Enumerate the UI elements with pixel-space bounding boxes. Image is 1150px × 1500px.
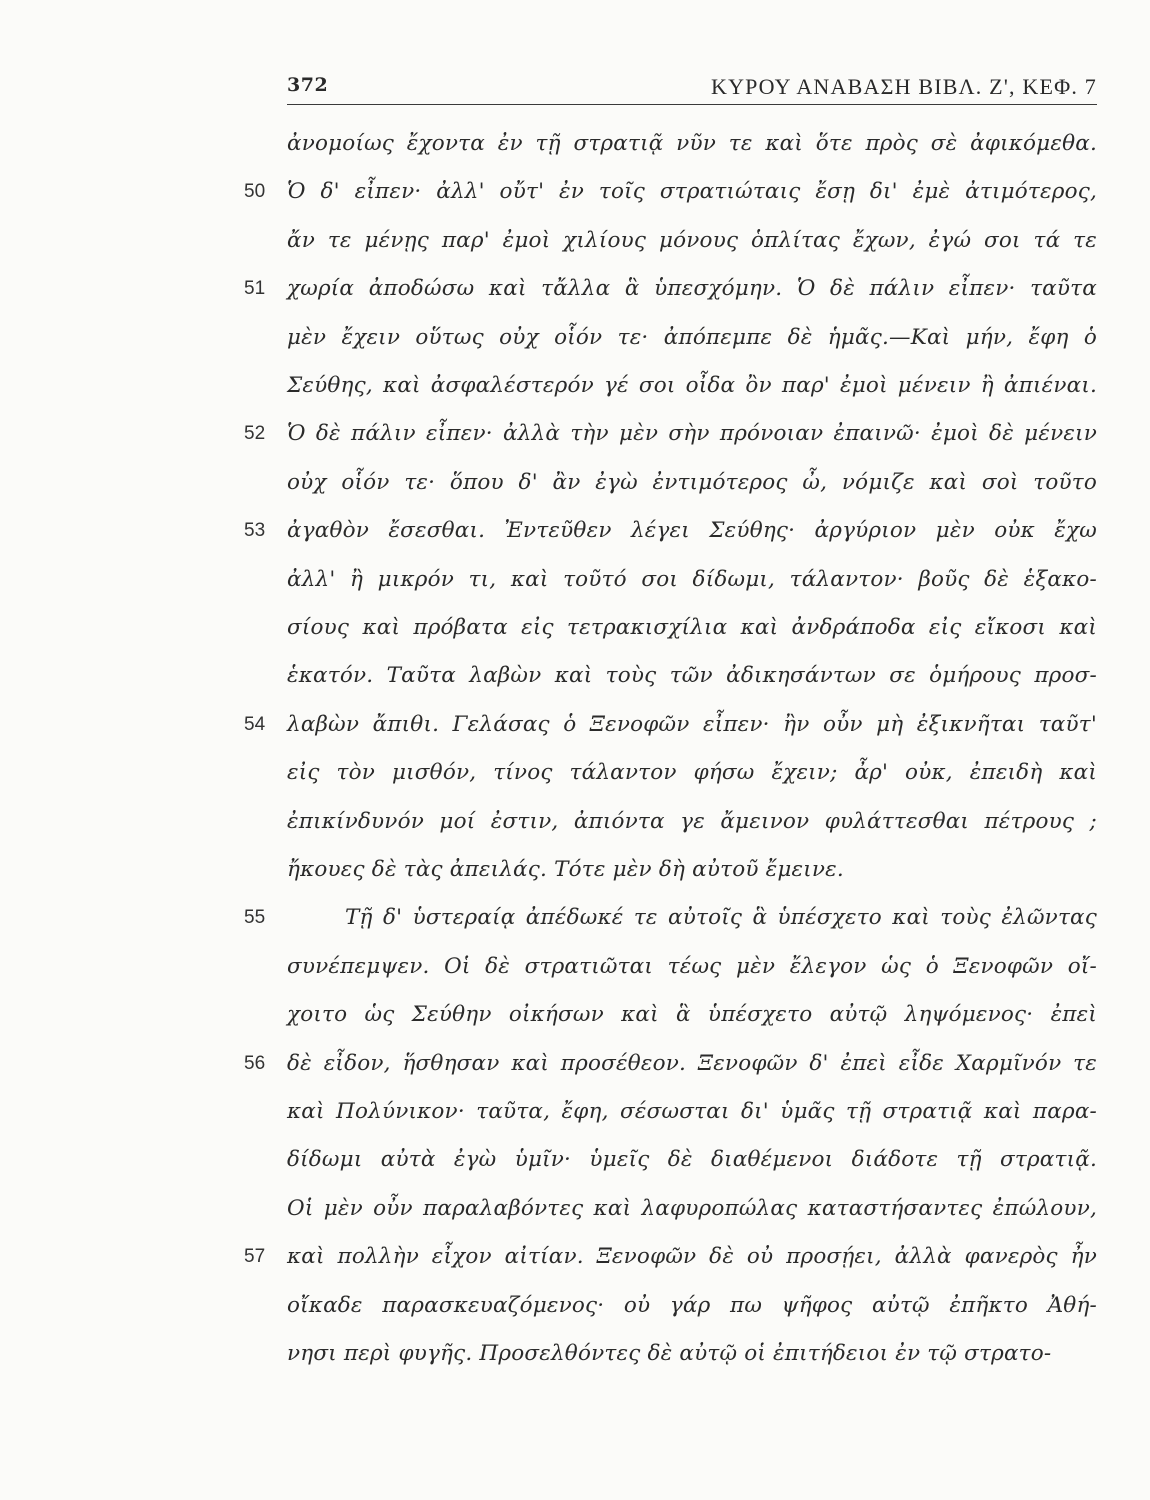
text-line: ἄν τε μένῃς παρ' ἐμοὶ χιλίους μόνους ὁπλίτας ἔχων, ἐγώ σοι τά τε bbox=[287, 227, 1097, 253]
text-line: ἤκουες δὲ τὰς ἀπειλάς. Τότε μὲν δὴ αὐτοῦ ἔμεινε. bbox=[287, 857, 844, 882]
text-line: δὲ εἶδον, ἥσθησαν καὶ προσέθεον. Ξενοφῶν δ' ἐπεὶ εἶδε Χαρμῖνόν τε bbox=[287, 1050, 1097, 1076]
text-line: Ὁ δὲ πάλιν εἶπεν· ἀλλὰ τὴν μὲν σὴν πρόνοιαν ἐπαινῶ· ἐμοὶ δὲ μένειν bbox=[287, 421, 1097, 447]
running-head bbox=[287, 66, 1097, 106]
text-line: σίους καὶ πρόβατα εἰς τετρακισχίλια καὶ ἀνδράποδα εἰς εἴκοσι καὶ bbox=[287, 615, 1097, 640]
text-line: καὶ πολλὴν εἶχον αἰτίαν. Ξενοφῶν δὲ οὐ προσῄει, ἀλλὰ φανερὸς ἦν bbox=[287, 1244, 1097, 1270]
section-number: 55 bbox=[244, 907, 266, 929]
section-number: 52 bbox=[244, 423, 266, 445]
text-line: ἐπικίνδυνόν μοί ἐστιν, ἀπιόντα γε ἄμεινον φυλάττεσθαι πέτρους ; bbox=[287, 808, 1097, 834]
text-line: Τῇ δ' ὑστεραίᾳ ἀπέδωκέ τε αὐτοῖς ἃ ὑπέσχετο καὶ τοὺς ἐλῶντας bbox=[345, 905, 1097, 931]
text-line: χοιτο ὡς Σεύθην οἰκήσων καὶ ἃ ὑπέσχετο αὐτῷ ληψόμενος· ἐπεὶ bbox=[287, 1002, 1097, 1028]
text-line: δίδωμι αὐτὰ ἐγὼ ὑμῖν· ὑμεῖς δὲ διαθέμενοι διάδοτε τῇ στρατιᾷ. bbox=[287, 1147, 1097, 1173]
section-number: 53 bbox=[244, 520, 266, 542]
section-number: 54 bbox=[244, 713, 266, 735]
text-line: οὐχ οἷόν τε· ὅπου δ' ἂν ἐγὼ ἐντιμότερος ὦ, νόμιζε καὶ σοὶ τοῦτο bbox=[287, 469, 1097, 495]
text-line: χωρία ἀποδώσω καὶ τἄλλα ἃ ὑπεσχόμην. Ὁ δὲ πάλιν εἶπεν· ταῦτα bbox=[287, 276, 1097, 302]
text-line: νησι περὶ φυγῆς. Προσελθόντες δὲ αὐτῷ οἱ ἐπιτήδειοι ἐν τῷ στρατο- bbox=[287, 1341, 1052, 1366]
text-line: ἀλλ' ἢ μικρόν τι, καὶ τοῦτό σοι δίδωμι, τάλαντον· βοῦς δὲ ἑξακο- bbox=[287, 566, 1097, 592]
text-line: καὶ Πολύνικον· ταῦτα, ἔφη, σέσωσται δι' ὑμᾶς τῇ στρατιᾷ καὶ παρα- bbox=[287, 1099, 1097, 1124]
page-number: 372 bbox=[287, 74, 329, 96]
text-line: ἀνομοίως ἔχοντα ἐν τῇ στρατιᾷ νῦν τε καὶ ὅτε πρὸς σὲ ἀφικόμεθα. bbox=[287, 131, 1097, 156]
text-line: συνέπεμψεν. Οἱ δὲ στρατιῶται τέως μὲν ἔλεγον ὡς ὁ Ξενοφῶν οἴ- bbox=[287, 953, 1097, 979]
text-line: εἰς τὸν μισθόν, τίνος τάλαντον φήσω ἔχειν; ἆρ' οὐκ, ἐπειδὴ καὶ bbox=[287, 760, 1097, 786]
section-number: 57 bbox=[244, 1246, 266, 1268]
text-line: Ὁ δ' εἶπεν· ἀλλ' οὔτ' ἐν τοῖς στρατιώταις ἔσῃ δι' ἐμὲ ἀτιμότερος, bbox=[287, 179, 1097, 205]
running-title: ΚΥΡΟΥ ΑΝΑΒΑΣΗ ΒΙΒΛ. Ζ', ΚΕΦ. 7 bbox=[710, 74, 1097, 99]
header-rule bbox=[287, 104, 1097, 105]
text-line: ἑκατόν. Ταῦτα λαβὼν καὶ τοὺς τῶν ἀδικησάντων σε ὁμήρους προσ- bbox=[287, 663, 1097, 689]
text-line: Σεύθης, καὶ ἀσφαλέστερόν γέ σοι οἶδα ὂν παρ' ἐμοὶ μένειν ἢ ἀπιέναι. bbox=[287, 373, 1097, 398]
text-line: λαβὼν ἄπιθι. Γελάσας ὁ Ξενοφῶν εἶπεν· ἢν οὖν μὴ ἐξικνῆται ταῦτ' bbox=[287, 711, 1097, 737]
section-number: 50 bbox=[244, 181, 266, 203]
section-number: 51 bbox=[244, 278, 266, 300]
section-number: 56 bbox=[244, 1052, 266, 1074]
text-line: οἴκαδε παρασκευαζόμενος· οὐ γάρ πω ψῆφος αὐτῷ ἐπῆκτο Ἀθή- bbox=[287, 1292, 1097, 1318]
text-line: Οἱ μὲν οὖν παραλαβόντες καὶ λαφυροπώλας καταστήσαντες ἐπώλουν, bbox=[287, 1195, 1097, 1221]
text-line: ἀγαθὸν ἔσεσθαι. Ἐντεῦθεν λέγει Σεύθης· ἀργύριον μὲν οὐκ ἔχω bbox=[287, 518, 1097, 544]
text-line: μὲν ἔχειν οὕτως οὐχ οἷόν τε· ἀπόπεμπε δὲ ἡμᾶς.—Καὶ μήν, ἔφη ὁ bbox=[287, 324, 1097, 350]
